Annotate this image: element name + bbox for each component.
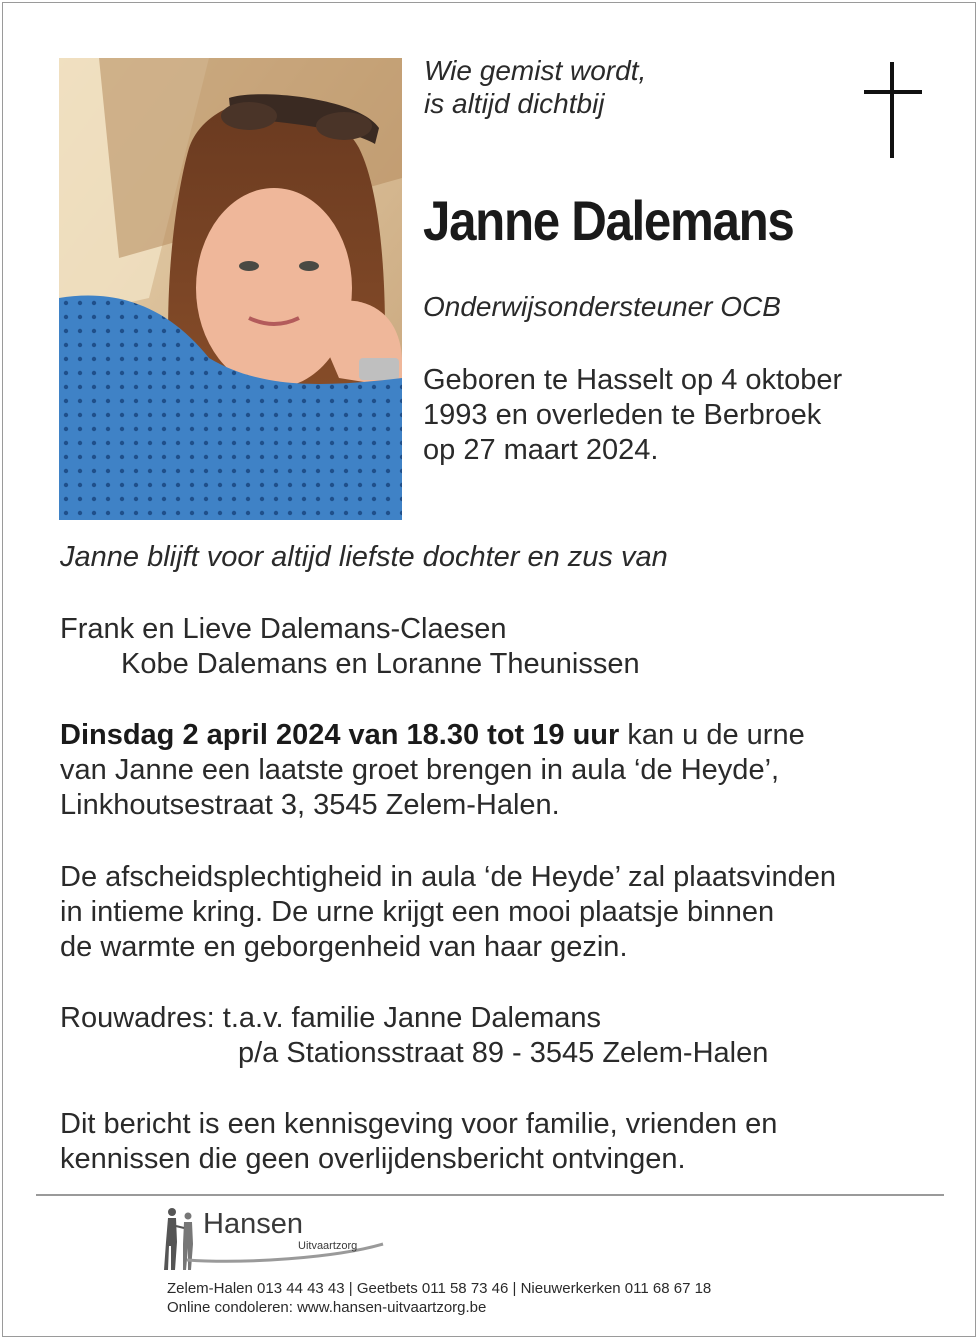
family-sibling: Kobe Dalemans en Loranne Theunissen [121, 648, 640, 680]
birth-line: 1993 en overleden te Berbroek [423, 399, 822, 431]
logo-name: Hansen [203, 1208, 303, 1240]
visitation-text: kan u de urne [619, 719, 805, 751]
ceremony-line: in intieme kring. De urne krijgt een mooi plaatsje binnen [60, 896, 775, 928]
family-parents: Frank en Lieve Dalemans-Claesen [60, 613, 507, 645]
notice-line: Dit bericht is een kennisgeving voor familie, vrienden en [60, 1108, 778, 1140]
notice-line: kennissen die geen overlijdensbericht ontvingen. [60, 1143, 686, 1175]
birth-line: op 27 maart 2024. [423, 434, 659, 466]
occupation: Onderwijsondersteuner OCB [423, 291, 781, 322]
visitation-info [60, 718, 805, 823]
funeral-home-logo [163, 1204, 388, 1274]
footer-divider [36, 1194, 944, 1196]
quote-line: is altijd dichtbij [424, 88, 605, 119]
notice-text [60, 1107, 777, 1177]
contact-phones: Zelem-Halen 013 44 43 43 | Geetbets 011 58 73 46 | Nieuwerkerken 011 68 67 18 [167, 1280, 712, 1297]
cross-icon [864, 62, 922, 165]
logo-subtitle: Uitvaartzorg [298, 1240, 358, 1252]
contact-website: Online condoleren: www.hansen-uitvaartzorg.be [167, 1299, 487, 1316]
address-line: p/a Stationsstraat 89 - 3545 Zelem-Halen [238, 1037, 769, 1069]
visitation-line: Linkhoutsestraat 3, 3545 Zelem-Halen. [60, 789, 560, 821]
visitation-date: Dinsdag 2 april 2024 van 18.30 tot 19 uur [60, 719, 620, 751]
visitation-line: van Janne een laatste groet brengen in aula ‘de Heyde’, [60, 754, 780, 786]
deceased-name: Janne Dalemans [423, 189, 794, 252]
quote-line: Wie gemist wordt, [424, 55, 647, 86]
intro-text [60, 540, 668, 575]
birth-death-info [423, 363, 842, 468]
portrait-photo [59, 58, 402, 520]
contact-info [167, 1279, 711, 1317]
address-line: Rouwadres: t.a.v. familie Janne Dalemans [60, 1002, 602, 1034]
intro-line: Janne blijft voor altijd liefste dochter en zus van [60, 541, 668, 573]
ceremony-line: De afscheidsplechtigheid in aula ‘de Heyde’ zal plaatsvinden [60, 861, 836, 893]
family-list [60, 612, 640, 682]
ceremony-info [60, 860, 836, 965]
ceremony-line: de warmte en geborgenheid van haar gezin. [60, 931, 628, 963]
mourning-address [60, 1001, 768, 1071]
memorial-quote [424, 54, 646, 120]
birth-line: Geboren te Hasselt op 4 oktober [423, 364, 843, 396]
